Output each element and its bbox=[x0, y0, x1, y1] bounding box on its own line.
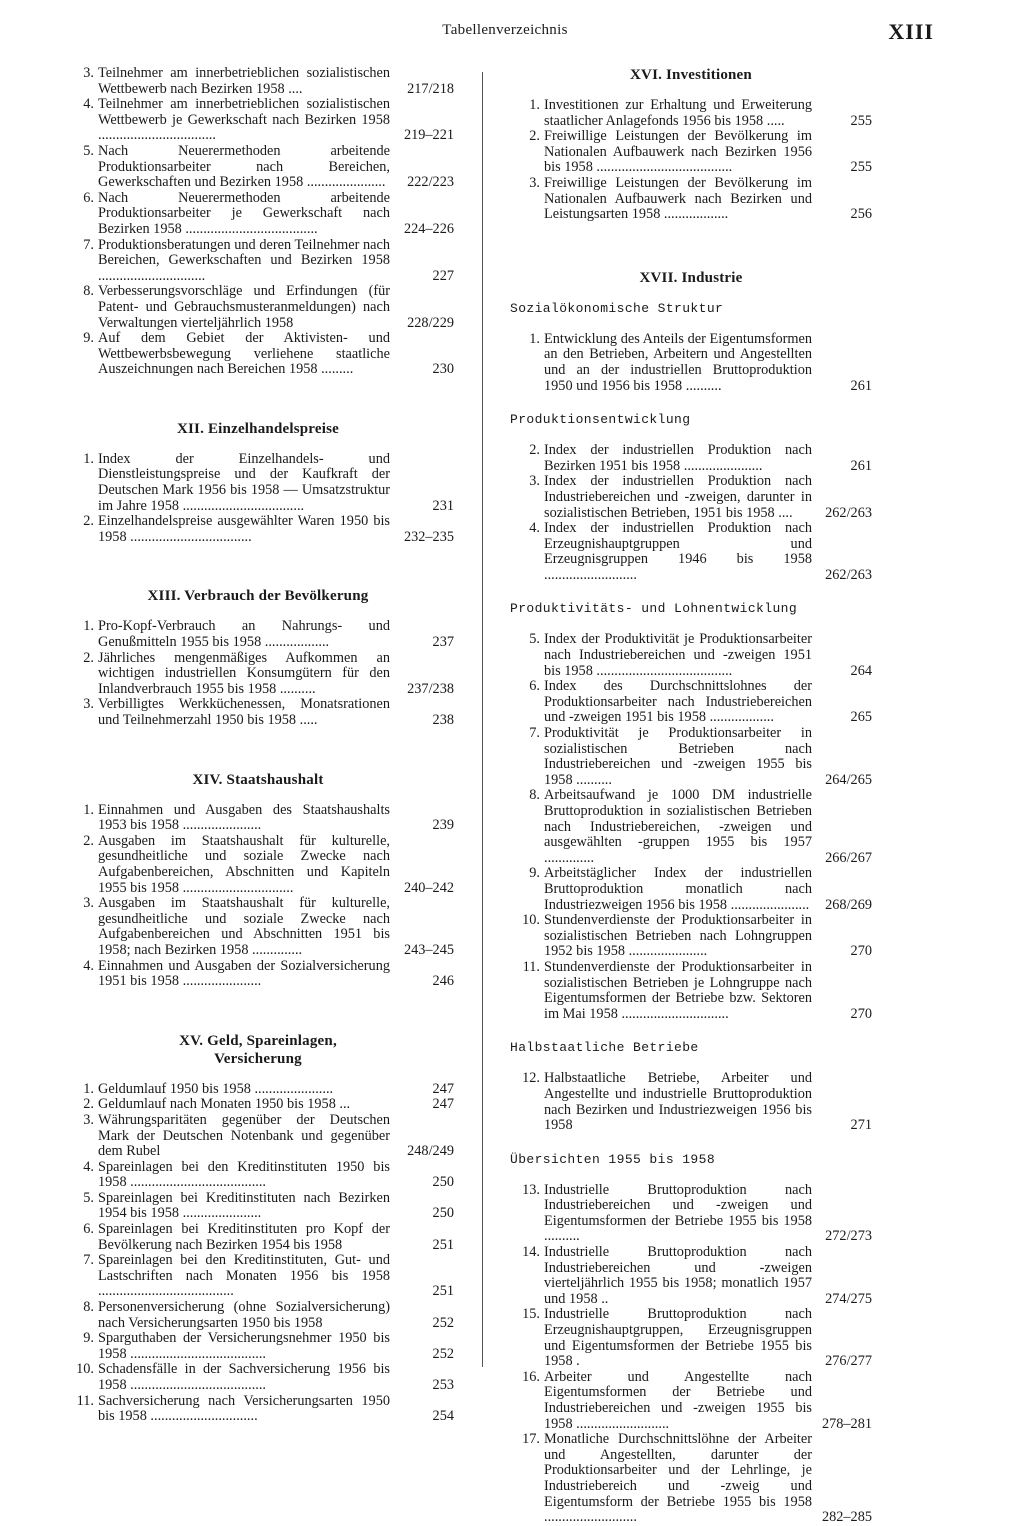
entry-number: 2. bbox=[529, 128, 540, 145]
entry-page-number: 224–226 bbox=[403, 220, 454, 237]
toc-entry bbox=[510, 521, 872, 583]
entry-number: 4. bbox=[83, 96, 94, 113]
toc-entry bbox=[510, 726, 872, 788]
entry-title: Arbeitsaufwand je 1000 DM industrielle Bruttoproduktion in sozialistischen Betrieben nach Industriebereichen, -zweigen und ausgewählten -gruppen 1955 bis 1957 .............. bbox=[544, 788, 812, 866]
toc-entry bbox=[62, 619, 454, 650]
entry-number: 10. bbox=[522, 912, 540, 929]
entry-number: 3. bbox=[529, 473, 540, 490]
entry-title: Freiwillige Leistungen der Bevölkerung im Nationalen Aufbauwerk nach Bezirken und Leistungsarten 1958 .................. bbox=[544, 175, 812, 223]
entry-number: 12. bbox=[522, 1070, 540, 1087]
section-title-line: XV. Geld, Spareinlagen, bbox=[179, 1032, 337, 1049]
entry-page-number: 266/267 bbox=[825, 849, 872, 866]
entry-title: Spareinlagen bei den Kreditinstituten 1950 bis 1958 ...................................... bbox=[98, 1159, 390, 1191]
entry-number: 8. bbox=[529, 787, 540, 804]
entry-page-number: 276/277 bbox=[825, 1353, 872, 1370]
entry-title: Spareinlagen bei den Kreditinstituten, Gut- und Lastschriften nach Monaten 1956 bis 1958 ...................................... bbox=[98, 1253, 390, 1300]
toc-entry bbox=[62, 452, 454, 514]
entry-number: 7. bbox=[83, 1252, 94, 1269]
toc-entry bbox=[62, 959, 454, 990]
entry-title: Verbilligtes Werkküchenessen, Monatsrationen und Teilnehmerzahl 1950 bis 1958 ..... bbox=[98, 697, 390, 728]
toc-entry bbox=[510, 913, 872, 960]
entry-title: Investitionen zur Erhaltung und Erweiterung staatlicher Anlagefonds 1956 bis 1958 ..... bbox=[544, 98, 812, 129]
subsection-title: Übersichten 1955 bis 1958 bbox=[510, 1151, 716, 1167]
right-column bbox=[510, 66, 872, 1526]
toc-entry bbox=[62, 697, 454, 728]
entry-page-number: 264 bbox=[850, 662, 872, 679]
entry-number: 2. bbox=[83, 1096, 94, 1113]
entry-title: Index der Produktivität je Produktionsarbeiter nach Industriebereichen und -zweigen 1951 bis 1958 ...................................... bbox=[544, 632, 812, 679]
running-head: Tabellenverzeichnis bbox=[442, 22, 568, 38]
entry-number: 1. bbox=[529, 97, 540, 113]
entry-number: 3. bbox=[83, 895, 94, 912]
entry-page-number: 278–281 bbox=[821, 1415, 872, 1432]
entry-page-number: 270 bbox=[850, 1005, 872, 1022]
subsection-title: Produktivitäts- und Lohnentwicklung bbox=[510, 601, 798, 617]
toc-entry bbox=[510, 788, 872, 866]
section-title: XVI. Investitionen bbox=[630, 67, 752, 83]
toc-entry bbox=[62, 1097, 454, 1113]
toc-entry bbox=[62, 896, 454, 958]
entry-number: 11. bbox=[76, 1392, 94, 1409]
entry-title: Arbeitstäglicher Index der industriellen Bruttoproduktion monatlich nach Industriezweigen 1956 bis 1958 ...................... bbox=[544, 866, 812, 913]
entry-number: 7. bbox=[83, 236, 94, 253]
section-title: XVII. Industrie bbox=[639, 269, 743, 286]
entry-number: 1. bbox=[83, 450, 94, 467]
entry-page-number: 268/269 bbox=[825, 896, 872, 913]
toc-entry bbox=[62, 66, 454, 97]
entry-number: 17. bbox=[522, 1431, 540, 1448]
entry-page-number: 261 bbox=[850, 457, 872, 474]
entry-number: 3. bbox=[83, 1111, 94, 1128]
entry-title: Entwicklung des Anteils der Eigentumsformen an den Betrieben, Arbeitern und Angestellten und an der industriellen Bruttoproduktion 1950 und 1956 bis 1958 .......... bbox=[544, 331, 812, 394]
toc-entry bbox=[510, 1307, 872, 1369]
toc-entry bbox=[510, 866, 872, 913]
entry-page-number: 272/273 bbox=[825, 1228, 872, 1245]
entry-number: 13. bbox=[522, 1181, 540, 1198]
entry-number: 4. bbox=[83, 1158, 94, 1175]
entry-number: 2. bbox=[529, 442, 540, 459]
section-xii bbox=[62, 420, 454, 546]
entry-number: 3. bbox=[83, 696, 94, 713]
toc-entry bbox=[62, 284, 454, 331]
entry-page-number: 255 bbox=[850, 159, 872, 176]
entry-page-number: 227 bbox=[432, 267, 454, 284]
entry-page-number: 251 bbox=[432, 1283, 454, 1300]
entry-title: Schadensfälle in der Sachversicherung 1956 bis 1958 ...................................... bbox=[98, 1362, 390, 1393]
entry-page-number: 255 bbox=[850, 112, 872, 129]
section-title: XII. Einzelhandelspreise bbox=[176, 420, 340, 437]
entry-number: 6. bbox=[83, 189, 94, 206]
entry-number: 10. bbox=[76, 1361, 94, 1378]
entry-page-number: 247 bbox=[432, 1080, 454, 1097]
entry-page-number: 261 bbox=[850, 377, 872, 394]
toc-entry bbox=[62, 1191, 454, 1222]
toc-entry bbox=[62, 1160, 454, 1191]
section-xvi bbox=[510, 66, 872, 223]
entry-title: Stundenverdienste der Produktionsarbeiter in sozialistischen Betrieben nach Lohngruppen 1952 bis 1958 ...................... bbox=[544, 913, 812, 960]
entry-page-number: 219–221 bbox=[403, 127, 454, 144]
entry-page-number: 252 bbox=[432, 1345, 454, 1362]
entry-number: 4. bbox=[83, 957, 94, 974]
entry-title: Arbeiter und Angestellte nach Eigentumsformen der Betriebe und Industriebereichen und -zweigen 1955 bis 1958 .......................... bbox=[544, 1369, 812, 1432]
entry-number: 1. bbox=[83, 801, 94, 818]
entry-page-number: 237 bbox=[432, 634, 454, 651]
entry-number: 9. bbox=[529, 865, 540, 882]
entry-title: Einzelhandelspreise ausgewählter Waren 1950 bis 1958 .................................. bbox=[98, 514, 390, 545]
toc-entry bbox=[510, 960, 872, 1022]
toc-entry bbox=[510, 176, 872, 223]
entry-number: 6. bbox=[83, 1221, 94, 1238]
entry-title: Ausgaben im Staatshaushalt für kulturelle, gesundheitliche und soziale Zwecke nach Aufgabenbereichen und Abschnitten 1951 bis 1958; nach Bezirken 1958 .............. bbox=[98, 896, 390, 958]
toc-entry bbox=[62, 1113, 454, 1160]
entry-page-number: 264/265 bbox=[825, 771, 872, 788]
entry-number: 5. bbox=[83, 142, 94, 159]
section-title bbox=[62, 1032, 454, 1068]
entry-page-number: 243–245 bbox=[403, 941, 454, 958]
entry-page-number: 265 bbox=[850, 709, 872, 726]
entry-title: Spareinlagen bei Kreditinstituten pro Kopf der Bevölkerung nach Bezirken 1954 bis 1958 bbox=[98, 1222, 390, 1253]
entry-title: Industrielle Bruttoproduktion nach Industriebereichen und -zweigen vierteljährlich 1955 bis 1958; monatlich 1957 und 1958 .. bbox=[544, 1245, 812, 1307]
entry-title: Teilnehmer am innerbetrieblichen sozialistischen Wettbewerb je Gewerkschaft nach Bezirken 1958 ................................. bbox=[98, 97, 390, 144]
entry-page-number: 230 bbox=[432, 361, 454, 378]
entry-page-number: 254 bbox=[432, 1408, 454, 1425]
entry-title: Industrielle Bruttoproduktion nach Erzeugnishauptgruppen, Erzeugnisgruppen und Eigentumsformen der Betriebe 1955 bis 1958 . bbox=[544, 1307, 812, 1370]
entry-page-number: 228/229 bbox=[407, 314, 454, 331]
entry-title: Industrielle Bruttoproduktion nach Industriebereichen und -zweigen und Eigentumsformen der Betriebe 1955 bis 1958 .......... bbox=[544, 1182, 812, 1245]
entry-title: Index der Einzelhandels- und Dienstleistungspreise und der Kaufkraft der Deutschen Mark 1956 bis 1958 — Umsatzstruktur im Jahre 1958 .................................. bbox=[98, 451, 390, 514]
toc-entry bbox=[62, 1331, 454, 1362]
entry-number: 1. bbox=[83, 618, 94, 635]
toc-entry bbox=[62, 97, 454, 144]
entry-title: Halbstaatliche Betriebe, Arbeiter und Angestellte und industrielle Bruttoproduktion nach Bezirken und Industriezweigen 1956 bis 1958 bbox=[544, 1071, 812, 1134]
entry-page-number: 274/275 bbox=[825, 1290, 872, 1307]
section-xv bbox=[62, 1032, 454, 1425]
entry-number: 2. bbox=[83, 832, 94, 849]
entry-page-number: 232–235 bbox=[403, 528, 454, 545]
toc-entry bbox=[62, 238, 454, 285]
section-title-line: Versicherung bbox=[214, 1050, 302, 1067]
entry-page-number: 250 bbox=[432, 1174, 454, 1191]
entry-title: Jährliches mengenmäßiges Aufkommen an wichtigen industriellen Konsumgütern für den Inlandverbrauch 1955 bis 1958 .......... bbox=[98, 650, 390, 697]
toc-entry bbox=[510, 474, 872, 521]
entry-number: 2. bbox=[83, 649, 94, 666]
entry-title: Index der industriellen Produktion nach Bezirken 1951 bis 1958 ...................... bbox=[544, 443, 812, 474]
toc-entry bbox=[62, 651, 454, 698]
entry-page-number: 270 bbox=[850, 943, 872, 960]
toc-entry bbox=[62, 1394, 454, 1425]
entry-page-number: 253 bbox=[432, 1377, 454, 1393]
entry-title: Geldumlauf 1950 bis 1958 ...................... bbox=[98, 1081, 334, 1097]
entry-number: 9. bbox=[83, 1330, 94, 1347]
toc-entry bbox=[510, 679, 872, 726]
toc-entry bbox=[62, 1222, 454, 1253]
entry-title: Einnahmen und Ausgaben der Sozialversicherung 1951 bis 1958 ...................... bbox=[98, 958, 390, 990]
entry-page-number: 262/263 bbox=[825, 504, 872, 521]
toc-entry bbox=[510, 332, 872, 394]
entry-number: 7. bbox=[529, 725, 540, 742]
toc-entry bbox=[62, 1082, 454, 1098]
entry-page-number: 252 bbox=[432, 1314, 454, 1331]
toc-entry bbox=[62, 1300, 454, 1331]
toc-entry bbox=[62, 1362, 454, 1393]
entry-page-number: 246 bbox=[432, 973, 454, 990]
entry-number: 3. bbox=[529, 174, 540, 191]
entry-title: Produktionsberatungen und deren Teilnehmer nach Bereichen, Gewerkschaften und Bezirken 1958 .............................. bbox=[98, 237, 390, 284]
toc-entry bbox=[510, 1183, 872, 1245]
page-number: XIII bbox=[888, 19, 934, 44]
section-title: XIV. Staatshaushalt bbox=[192, 771, 324, 788]
subsection-title: Produktionsentwicklung bbox=[510, 412, 691, 428]
entry-title: Index des Durchschnittslohnes der Produktionsarbeiter nach Industriebereichen und -zweigen 1951 bis 1958 .................. bbox=[544, 679, 812, 726]
entry-number: 11. bbox=[522, 958, 540, 975]
entry-title: Sparguthaben der Versicherungsnehmer 1950 bis 1958 ...................................... bbox=[98, 1331, 390, 1362]
entry-page-number: 248/249 bbox=[407, 1143, 454, 1160]
entry-title: Währungsparitäten gegenüber der Deutschen Mark der Deutschen Notenbank und gegenüber dem Rubel bbox=[98, 1112, 390, 1160]
entry-title: Index der industriellen Produktion nach Industriebereichen und -zweigen, darunter in sozialistischen Betrieben, 1951 bis 1958 .... bbox=[544, 474, 812, 521]
toc-entry bbox=[510, 1370, 872, 1432]
entry-page-number: 222/223 bbox=[407, 174, 454, 191]
entry-number: 15. bbox=[522, 1306, 540, 1323]
entry-number: 9. bbox=[83, 330, 94, 347]
toc-entry bbox=[510, 129, 872, 176]
entry-title: Freiwillige Leistungen der Bevölkerung im Nationalen Aufbauwerk nach Bezirken 1956 bis 1958 ...................................... bbox=[544, 129, 812, 176]
entry-page-number: 239 bbox=[432, 817, 454, 834]
entry-page-number: 262/263 bbox=[825, 566, 872, 583]
entry-page-number: 247 bbox=[432, 1096, 454, 1113]
toc-entry bbox=[62, 144, 454, 191]
section-xi-continued bbox=[62, 66, 454, 378]
toc-entry bbox=[62, 331, 454, 378]
entry-title: Einnahmen und Ausgaben des Staatshaushalts 1953 bis 1958 ...................... bbox=[98, 802, 390, 834]
section-title: XIII. Verbrauch der Bevölkerung bbox=[147, 588, 369, 605]
entry-title: Pro-Kopf-Verbrauch an Nahrungs- und Genußmitteln 1955 bis 1958 .................. bbox=[98, 619, 390, 651]
column-divider bbox=[482, 72, 483, 1367]
entry-title: Stundenverdienste der Produktionsarbeiter in sozialistischen Betrieben je Lohngruppe nach Eigentumsformen der Betriebe bzw. Sektoren im Mai 1958 .............................. bbox=[544, 959, 812, 1022]
entry-number: 14. bbox=[522, 1244, 540, 1261]
entry-title: Geldumlauf nach Monaten 1950 bis 1958 ... bbox=[98, 1097, 351, 1113]
section-xiii bbox=[62, 587, 454, 728]
toc-entry bbox=[62, 803, 454, 834]
entry-title: Produktivität je Produktionsarbeiter in sozialistischen Betrieben nach Industriebereichen und -zweigen 1955 bis 1958 .......... bbox=[544, 726, 812, 788]
entry-number: 6. bbox=[529, 678, 540, 695]
entry-number: 16. bbox=[522, 1368, 540, 1385]
entry-page-number: 240–242 bbox=[403, 879, 454, 896]
toc-entry bbox=[510, 1432, 872, 1526]
entry-title: Nach Neuerermethoden arbeitende Produktionsarbeiter je Gewerkschaft nach Bezirken 1958 ..................................... bbox=[98, 190, 390, 237]
toc-entry bbox=[510, 632, 872, 679]
entry-page-number: 217/218 bbox=[407, 80, 454, 97]
entry-title: Teilnehmer am innerbetrieblichen sozialistischen Wettbewerb nach Bezirken 1958 .... bbox=[98, 66, 390, 97]
entry-page-number: 282–285 bbox=[821, 1509, 872, 1526]
entry-title: Spareinlagen bei Kreditinstituten nach Bezirken 1954 bis 1958 ...................... bbox=[98, 1190, 390, 1222]
toc-entry bbox=[62, 191, 454, 238]
entry-title: Auf dem Gebiet der Aktivisten- und Wettbewerbsbewegung verliehene staatliche Auszeichnungen nach Bereichen 1958 ......... bbox=[98, 331, 390, 378]
entry-title: Nach Neuerermethoden arbeitende Produktionsarbeiter nach Bereichen, Gewerkschaften und Bezirken 1958 ...................... bbox=[98, 143, 390, 191]
entry-page-number: 250 bbox=[432, 1205, 454, 1222]
entry-number: 3. bbox=[83, 65, 94, 81]
page-header bbox=[0, 19, 1024, 48]
subsection-title: Sozialökonomische Struktur bbox=[510, 300, 724, 316]
entry-page-number: 251 bbox=[432, 1236, 454, 1253]
section-xvii bbox=[510, 269, 872, 1526]
entry-title: Verbesserungsvorschläge und Erfindungen (für Patent- und Gebrauchsmusteranmeldungen) nach Verwaltungen vierteljährlich 1958 bbox=[98, 284, 390, 331]
entry-page-number: 256 bbox=[850, 206, 872, 223]
toc-entry bbox=[62, 834, 454, 896]
entry-page-number: 238 bbox=[432, 712, 454, 728]
entry-number: 4. bbox=[529, 520, 540, 537]
toc-entry bbox=[510, 1071, 872, 1133]
entry-page-number: 271 bbox=[850, 1117, 872, 1134]
entry-number: 8. bbox=[83, 283, 94, 300]
entry-title: Personenversicherung (ohne Sozialversicherung) nach Versicherungsarten 1950 bis 1958 bbox=[98, 1300, 390, 1331]
entry-title: Index der industriellen Produktion nach Erzeugnishauptgruppen und Erzeugnisgruppen 1946 bis 1958 .......................... bbox=[544, 521, 812, 583]
toc-entry bbox=[510, 1245, 872, 1307]
entry-number: 8. bbox=[83, 1299, 94, 1316]
entry-title: Monatliche Durchschnittslöhne der Arbeiter und Angestellten, darunter der Produktionsarbeiter und der Lehrlinge, je Industriebereich und -zweig und Eigentumsform der Betriebe 1955 bis 1958 .......................... bbox=[544, 1432, 812, 1526]
toc-entry bbox=[510, 443, 872, 474]
section-xiv bbox=[62, 771, 454, 990]
entry-number: 5. bbox=[83, 1189, 94, 1206]
entry-title: Sachversicherung nach Versicherungsarten 1950 bis 1958 .............................. bbox=[98, 1393, 390, 1425]
left-column bbox=[62, 66, 454, 1425]
entry-page-number: 237/238 bbox=[407, 680, 454, 697]
entry-number: 5. bbox=[529, 631, 540, 648]
entry-number: 1. bbox=[529, 330, 540, 347]
toc-entry bbox=[62, 514, 454, 545]
entry-title: Ausgaben im Staatshaushalt für kulturelle, gesundheitliche und soziale Zwecke nach Aufgabenbereichen, Abschnitten und Kapiteln 1955 bis 1958 ............................... bbox=[98, 833, 390, 896]
entry-page-number: 231 bbox=[432, 497, 454, 514]
entry-number: 1. bbox=[83, 1080, 94, 1097]
subsection-title: Halbstaatliche Betriebe bbox=[510, 1040, 699, 1056]
toc-entry bbox=[62, 1253, 454, 1300]
entry-number: 2. bbox=[83, 513, 94, 530]
toc-entry bbox=[510, 98, 872, 129]
